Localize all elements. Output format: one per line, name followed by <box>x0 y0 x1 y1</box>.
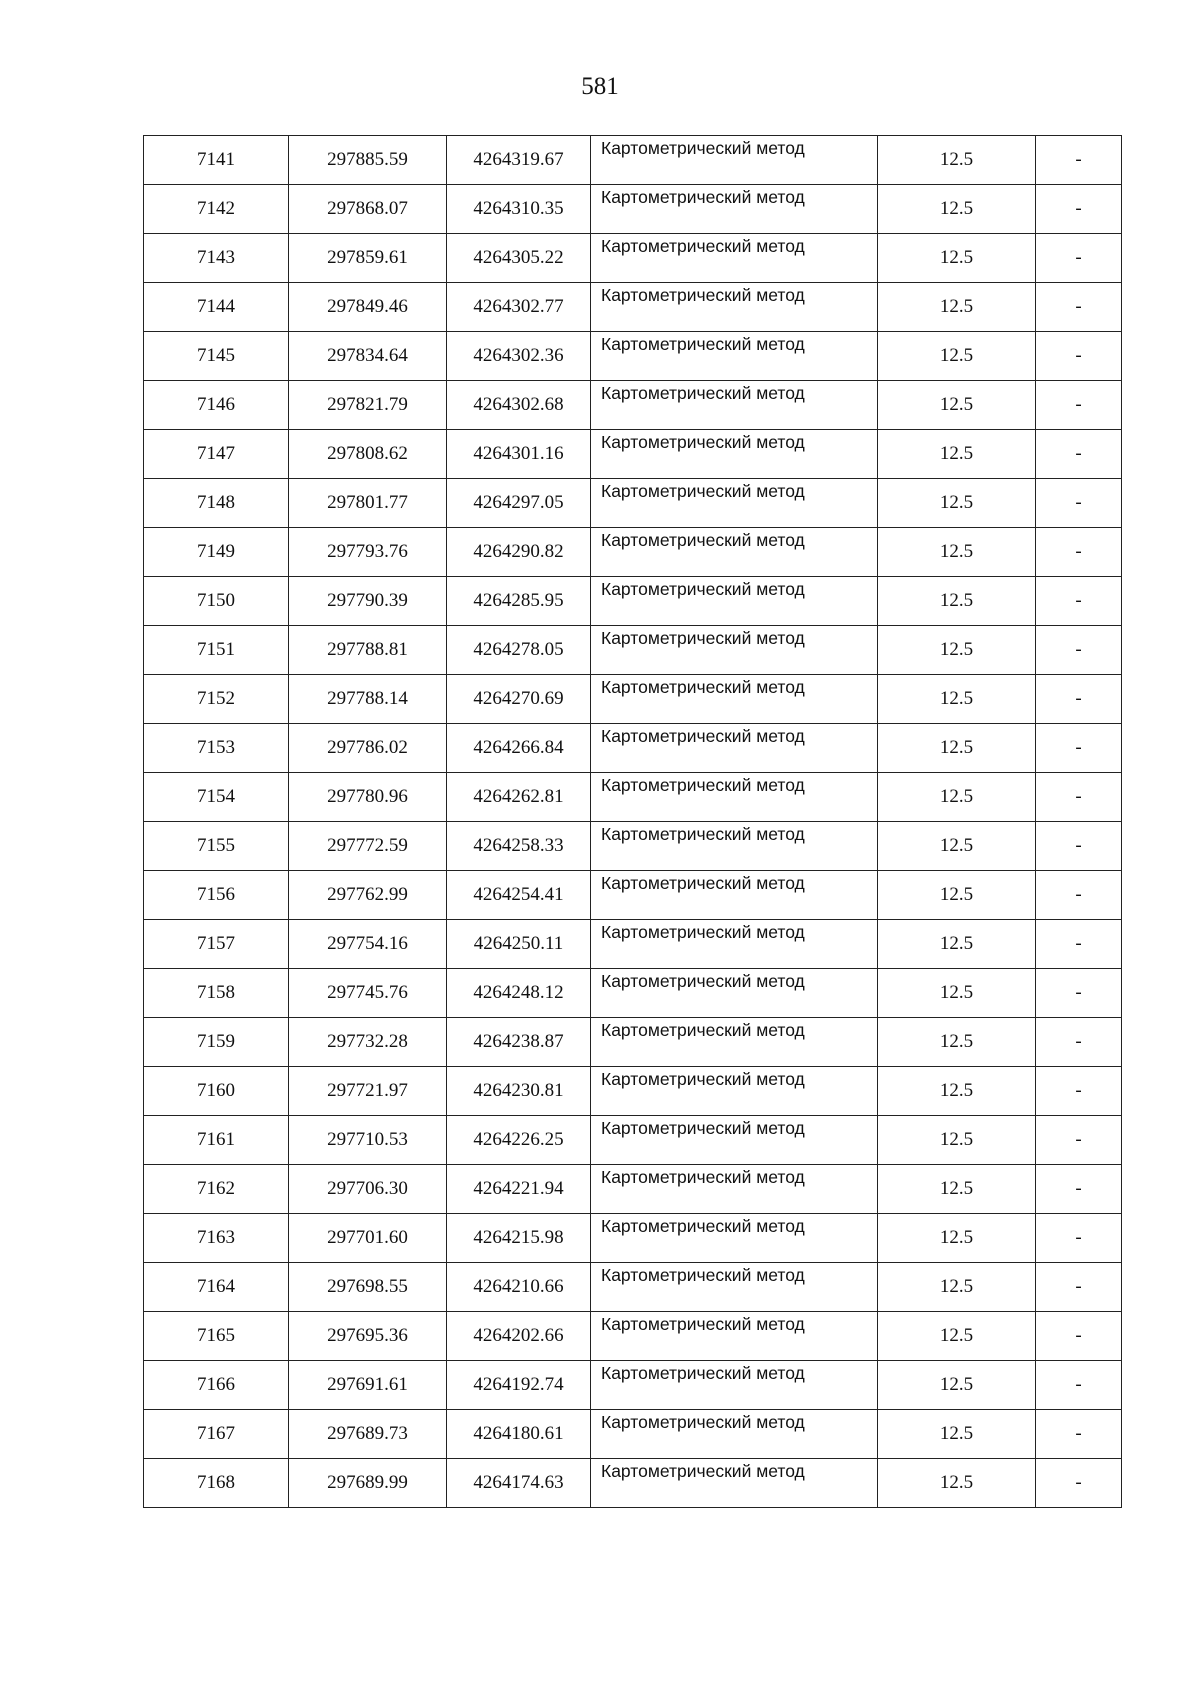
x-coordinate-cell: 297701.60 <box>289 1214 447 1263</box>
accuracy-cell: 12.5 <box>878 1067 1036 1116</box>
x-coordinate-cell: 297732.28 <box>289 1018 447 1067</box>
y-coordinate-cell: 4264226.25 <box>447 1116 591 1165</box>
method-cell: Картометрический метод <box>591 1214 878 1263</box>
method-cell: Картометрический метод <box>591 724 878 773</box>
table-row <box>144 1410 1122 1459</box>
table-row <box>144 724 1122 773</box>
x-coordinate-cell: 297689.99 <box>289 1459 447 1508</box>
point-number-cell: 7147 <box>144 430 289 479</box>
y-coordinate-cell: 4264266.84 <box>447 724 591 773</box>
x-coordinate-cell: 297745.76 <box>289 969 447 1018</box>
accuracy-cell: 12.5 <box>878 1361 1036 1410</box>
dash-cell: - <box>1036 381 1122 430</box>
x-coordinate-cell: 297868.07 <box>289 185 447 234</box>
method-cell: Картометрический метод <box>591 969 878 1018</box>
table-row <box>144 577 1122 626</box>
table-row <box>144 1165 1122 1214</box>
point-number-cell: 7162 <box>144 1165 289 1214</box>
y-coordinate-cell: 4264248.12 <box>447 969 591 1018</box>
accuracy-cell: 12.5 <box>878 1263 1036 1312</box>
table-row <box>144 381 1122 430</box>
dash-cell: - <box>1036 626 1122 675</box>
dash-cell: - <box>1036 1361 1122 1410</box>
method-cell: Картометрический метод <box>591 136 878 185</box>
x-coordinate-cell: 297689.73 <box>289 1410 447 1459</box>
method-cell: Картометрический метод <box>591 1067 878 1116</box>
dash-cell: - <box>1036 1067 1122 1116</box>
method-cell: Картометрический метод <box>591 185 878 234</box>
x-coordinate-cell: 297885.59 <box>289 136 447 185</box>
x-coordinate-cell: 297754.16 <box>289 920 447 969</box>
x-coordinate-cell: 297788.81 <box>289 626 447 675</box>
x-coordinate-cell: 297762.99 <box>289 871 447 920</box>
y-coordinate-cell: 4264210.66 <box>447 1263 591 1312</box>
x-coordinate-cell: 297691.61 <box>289 1361 447 1410</box>
table-row <box>144 626 1122 675</box>
point-number-cell: 7165 <box>144 1312 289 1361</box>
method-cell: Картометрический метод <box>591 332 878 381</box>
x-coordinate-cell: 297821.79 <box>289 381 447 430</box>
y-coordinate-cell: 4264319.67 <box>447 136 591 185</box>
table-row <box>144 1263 1122 1312</box>
table-row <box>144 1361 1122 1410</box>
dash-cell: - <box>1036 1410 1122 1459</box>
method-cell: Картометрический метод <box>591 1018 878 1067</box>
point-number-cell: 7150 <box>144 577 289 626</box>
x-coordinate-cell: 297788.14 <box>289 675 447 724</box>
y-coordinate-cell: 4264258.33 <box>447 822 591 871</box>
y-coordinate-cell: 4264302.77 <box>447 283 591 332</box>
dash-cell: - <box>1036 577 1122 626</box>
method-cell: Картометрический метод <box>591 920 878 969</box>
dash-cell: - <box>1036 185 1122 234</box>
accuracy-cell: 12.5 <box>878 185 1036 234</box>
method-cell: Картометрический метод <box>591 381 878 430</box>
accuracy-cell: 12.5 <box>878 1018 1036 1067</box>
dash-cell: - <box>1036 234 1122 283</box>
y-coordinate-cell: 4264180.61 <box>447 1410 591 1459</box>
table-row <box>144 773 1122 822</box>
dash-cell: - <box>1036 283 1122 332</box>
method-cell: Картометрический метод <box>591 1410 878 1459</box>
coordinates-table-body <box>144 136 1122 1508</box>
table-row <box>144 871 1122 920</box>
y-coordinate-cell: 4264301.16 <box>447 430 591 479</box>
x-coordinate-cell: 297801.77 <box>289 479 447 528</box>
point-number-cell: 7148 <box>144 479 289 528</box>
y-coordinate-cell: 4264310.35 <box>447 185 591 234</box>
dash-cell: - <box>1036 822 1122 871</box>
x-coordinate-cell: 297780.96 <box>289 773 447 822</box>
point-number-cell: 7155 <box>144 822 289 871</box>
dash-cell: - <box>1036 1165 1122 1214</box>
point-number-cell: 7158 <box>144 969 289 1018</box>
accuracy-cell: 12.5 <box>878 724 1036 773</box>
x-coordinate-cell: 297772.59 <box>289 822 447 871</box>
method-cell: Картометрический метод <box>591 1312 878 1361</box>
point-number-cell: 7159 <box>144 1018 289 1067</box>
table-row <box>144 1214 1122 1263</box>
point-number-cell: 7168 <box>144 1459 289 1508</box>
point-number-cell: 7166 <box>144 1361 289 1410</box>
accuracy-cell: 12.5 <box>878 332 1036 381</box>
dash-cell: - <box>1036 871 1122 920</box>
table-row <box>144 185 1122 234</box>
table-row <box>144 1067 1122 1116</box>
y-coordinate-cell: 4264238.87 <box>447 1018 591 1067</box>
x-coordinate-cell: 297710.53 <box>289 1116 447 1165</box>
y-coordinate-cell: 4264305.22 <box>447 234 591 283</box>
table-row <box>144 822 1122 871</box>
y-coordinate-cell: 4264278.05 <box>447 626 591 675</box>
point-number-cell: 7161 <box>144 1116 289 1165</box>
y-coordinate-cell: 4264302.68 <box>447 381 591 430</box>
method-cell: Картометрический метод <box>591 577 878 626</box>
accuracy-cell: 12.5 <box>878 920 1036 969</box>
method-cell: Картометрический метод <box>591 430 878 479</box>
method-cell: Картометрический метод <box>591 1165 878 1214</box>
page-number: 581 <box>581 73 619 100</box>
table-row <box>144 1018 1122 1067</box>
table-row <box>144 675 1122 724</box>
y-coordinate-cell: 4264230.81 <box>447 1067 591 1116</box>
y-coordinate-cell: 4264174.63 <box>447 1459 591 1508</box>
y-coordinate-cell: 4264254.41 <box>447 871 591 920</box>
table-row <box>144 969 1122 1018</box>
point-number-cell: 7167 <box>144 1410 289 1459</box>
dash-cell: - <box>1036 1312 1122 1361</box>
accuracy-cell: 12.5 <box>878 381 1036 430</box>
point-number-cell: 7142 <box>144 185 289 234</box>
x-coordinate-cell: 297706.30 <box>289 1165 447 1214</box>
dash-cell: - <box>1036 920 1122 969</box>
table-row <box>144 332 1122 381</box>
method-cell: Картометрический метод <box>591 1459 878 1508</box>
point-number-cell: 7163 <box>144 1214 289 1263</box>
accuracy-cell: 12.5 <box>878 528 1036 577</box>
table-row <box>144 430 1122 479</box>
y-coordinate-cell: 4264262.81 <box>447 773 591 822</box>
x-coordinate-cell: 297786.02 <box>289 724 447 773</box>
table-row <box>144 1116 1122 1165</box>
dash-cell: - <box>1036 675 1122 724</box>
accuracy-cell: 12.5 <box>878 136 1036 185</box>
accuracy-cell: 12.5 <box>878 871 1036 920</box>
accuracy-cell: 12.5 <box>878 430 1036 479</box>
point-number-cell: 7154 <box>144 773 289 822</box>
method-cell: Картометрический метод <box>591 626 878 675</box>
accuracy-cell: 12.5 <box>878 1312 1036 1361</box>
table-row <box>144 528 1122 577</box>
x-coordinate-cell: 297849.46 <box>289 283 447 332</box>
method-cell: Картометрический метод <box>591 871 878 920</box>
accuracy-cell: 12.5 <box>878 1459 1036 1508</box>
accuracy-cell: 12.5 <box>878 1165 1036 1214</box>
y-coordinate-cell: 4264221.94 <box>447 1165 591 1214</box>
x-coordinate-cell: 297793.76 <box>289 528 447 577</box>
accuracy-cell: 12.5 <box>878 577 1036 626</box>
x-coordinate-cell: 297721.97 <box>289 1067 447 1116</box>
dash-cell: - <box>1036 528 1122 577</box>
coordinates-table <box>143 135 1122 1508</box>
table-row <box>144 283 1122 332</box>
point-number-cell: 7146 <box>144 381 289 430</box>
point-number-cell: 7164 <box>144 1263 289 1312</box>
table-row <box>144 920 1122 969</box>
x-coordinate-cell: 297859.61 <box>289 234 447 283</box>
dash-cell: - <box>1036 332 1122 381</box>
point-number-cell: 7145 <box>144 332 289 381</box>
point-number-cell: 7141 <box>144 136 289 185</box>
accuracy-cell: 12.5 <box>878 675 1036 724</box>
y-coordinate-cell: 4264250.11 <box>447 920 591 969</box>
accuracy-cell: 12.5 <box>878 1116 1036 1165</box>
y-coordinate-cell: 4264202.66 <box>447 1312 591 1361</box>
dash-cell: - <box>1036 1263 1122 1312</box>
dash-cell: - <box>1036 1214 1122 1263</box>
point-number-cell: 7157 <box>144 920 289 969</box>
y-coordinate-cell: 4264270.69 <box>447 675 591 724</box>
y-coordinate-cell: 4264192.74 <box>447 1361 591 1410</box>
method-cell: Картометрический метод <box>591 283 878 332</box>
y-coordinate-cell: 4264285.95 <box>447 577 591 626</box>
x-coordinate-cell: 297808.62 <box>289 430 447 479</box>
dash-cell: - <box>1036 724 1122 773</box>
dash-cell: - <box>1036 1018 1122 1067</box>
dash-cell: - <box>1036 479 1122 528</box>
x-coordinate-cell: 297834.64 <box>289 332 447 381</box>
dash-cell: - <box>1036 773 1122 822</box>
y-coordinate-cell: 4264297.05 <box>447 479 591 528</box>
accuracy-cell: 12.5 <box>878 234 1036 283</box>
accuracy-cell: 12.5 <box>878 1410 1036 1459</box>
accuracy-cell: 12.5 <box>878 626 1036 675</box>
table-row <box>144 479 1122 528</box>
point-number-cell: 7149 <box>144 528 289 577</box>
method-cell: Картометрический метод <box>591 234 878 283</box>
point-number-cell: 7143 <box>144 234 289 283</box>
x-coordinate-cell: 297695.36 <box>289 1312 447 1361</box>
accuracy-cell: 12.5 <box>878 479 1036 528</box>
accuracy-cell: 12.5 <box>878 822 1036 871</box>
accuracy-cell: 12.5 <box>878 1214 1036 1263</box>
method-cell: Картометрический метод <box>591 1116 878 1165</box>
table-row <box>144 136 1122 185</box>
dash-cell: - <box>1036 430 1122 479</box>
method-cell: Картометрический метод <box>591 528 878 577</box>
accuracy-cell: 12.5 <box>878 773 1036 822</box>
x-coordinate-cell: 297790.39 <box>289 577 447 626</box>
dash-cell: - <box>1036 1116 1122 1165</box>
accuracy-cell: 12.5 <box>878 283 1036 332</box>
method-cell: Картометрический метод <box>591 822 878 871</box>
dash-cell: - <box>1036 969 1122 1018</box>
y-coordinate-cell: 4264302.36 <box>447 332 591 381</box>
point-number-cell: 7160 <box>144 1067 289 1116</box>
accuracy-cell: 12.5 <box>878 969 1036 1018</box>
dash-cell: - <box>1036 1459 1122 1508</box>
point-number-cell: 7156 <box>144 871 289 920</box>
method-cell: Картометрический метод <box>591 479 878 528</box>
point-number-cell: 7152 <box>144 675 289 724</box>
method-cell: Картометрический метод <box>591 773 878 822</box>
method-cell: Картометрический метод <box>591 1361 878 1410</box>
y-coordinate-cell: 4264290.82 <box>447 528 591 577</box>
method-cell: Картометрический метод <box>591 1263 878 1312</box>
y-coordinate-cell: 4264215.98 <box>447 1214 591 1263</box>
method-cell: Картометрический метод <box>591 675 878 724</box>
table-row <box>144 234 1122 283</box>
dash-cell: - <box>1036 136 1122 185</box>
point-number-cell: 7153 <box>144 724 289 773</box>
point-number-cell: 7151 <box>144 626 289 675</box>
point-number-cell: 7144 <box>144 283 289 332</box>
table-row <box>144 1459 1122 1508</box>
x-coordinate-cell: 297698.55 <box>289 1263 447 1312</box>
table-row <box>144 1312 1122 1361</box>
